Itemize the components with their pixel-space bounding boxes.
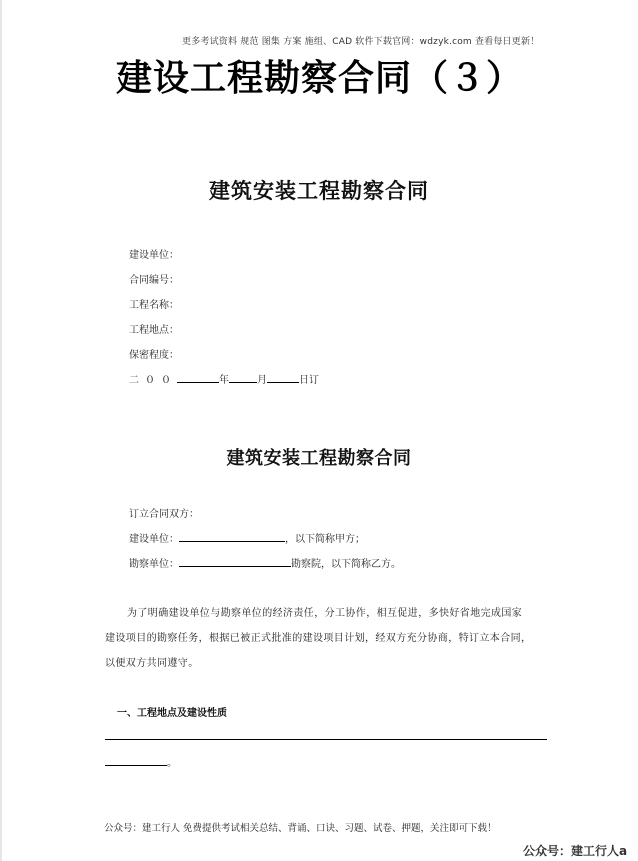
surveyor-blank: [179, 556, 291, 567]
party-builder-line: [129, 530, 365, 545]
surveyor-label: 勘察单位：: [129, 559, 179, 570]
cover-subtitle: 建筑安装工程勘察合同: [209, 179, 429, 203]
top-banner: 更多考试资料 规范 图集 方案 施组、CAD 软件下载官网：wdzyk.com 查看每日更新！: [182, 37, 540, 47]
watermark: 公众号：建工行人a: [523, 844, 628, 858]
parties-intro: 订立合同双方：: [129, 509, 199, 520]
page-title: 建设工程勘察合同（３）: [116, 57, 524, 99]
date-prefix: 二００: [129, 375, 177, 386]
year-blank: [177, 372, 219, 383]
paragraph-line-1: 为了明确建设单位与勘察单位的经济责任，分工协作，相互促进，多快好省地完成国家: [127, 608, 523, 619]
month-blank: [229, 372, 257, 383]
date-month-label: 月: [257, 375, 267, 386]
cover-field-builder: 建设单位：: [129, 250, 179, 261]
surveyor-suffix: 勘察院，以下简称乙方。: [291, 559, 401, 570]
paragraph-line-2: 建设项目的勘察任务，根据已被正式批准的建设项目计划，经双方充分协商，特订立本合同，: [105, 633, 532, 644]
signing-date-line: [129, 371, 319, 386]
cover-field-contract-number: 合同编号：: [129, 275, 179, 286]
contract-heading: 建筑安装工程勘察合同: [226, 448, 412, 469]
section-1-heading: 一、工程地点及建设性质: [117, 708, 227, 719]
builder-blank: [179, 531, 285, 542]
builder-suffix: ，以下简称甲方；: [285, 534, 365, 545]
cover-field-confidentiality: 保密程度：: [129, 350, 179, 361]
footer-note: 公众号：建工行人 免费提供考试相关总结、背诵、口诀、习题、试卷、押题，关注即可下载！: [104, 823, 497, 834]
section-1-blank-line: [105, 739, 547, 740]
day-blank: [267, 372, 299, 383]
cover-field-project-location: 工程地点：: [129, 325, 179, 336]
page-edge: [0, 0, 2, 861]
party-surveyor-line: [129, 555, 401, 570]
date-year-label: 年: [219, 375, 229, 386]
paragraph-line-3: 以便双方共同遵守。: [105, 658, 199, 669]
section-1-end-mark: 。: [167, 758, 177, 769]
section-1-blank-line-2: [105, 765, 167, 766]
date-day-label: 日订: [299, 375, 319, 386]
cover-field-project-name: 工程名称：: [129, 300, 179, 311]
builder-label: 建设单位：: [129, 534, 179, 545]
